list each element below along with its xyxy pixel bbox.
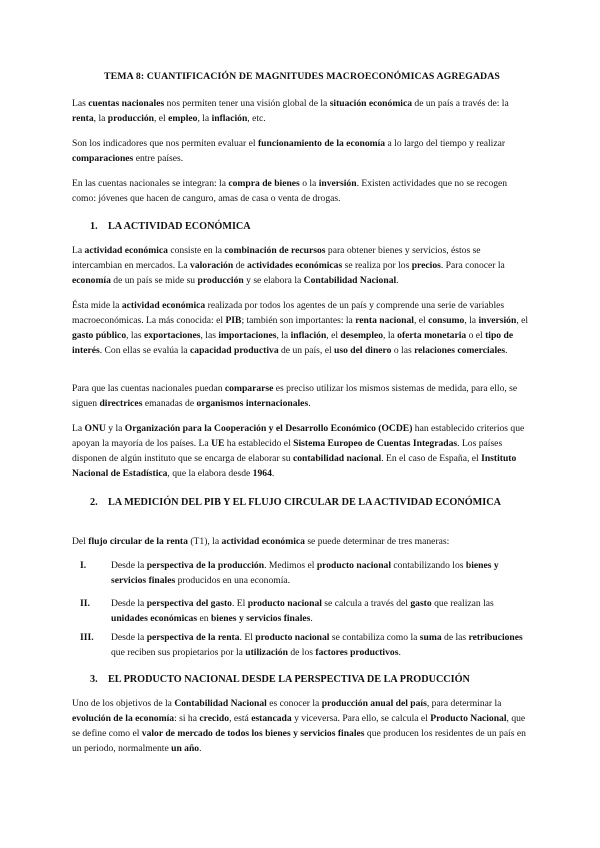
text-run: Ésta mide la — [72, 300, 122, 311]
text-run: : si ha — [174, 713, 200, 724]
bold-term: actividad económica — [221, 536, 305, 547]
text-run: Las — [72, 98, 89, 109]
bold-term: un año — [171, 743, 200, 754]
bold-term: uso del dinero — [334, 345, 392, 356]
text-run: Desde la — [111, 632, 147, 643]
text-run: ha establecido el — [224, 438, 294, 449]
text-run: . El — [231, 598, 248, 609]
bold-term: evolución de la economía — [72, 713, 175, 724]
text-run: de — [233, 260, 248, 271]
bold-term: producción anual del país — [321, 698, 427, 709]
intro-paragraph-1 — [72, 96, 532, 126]
text-run: , el — [413, 315, 429, 326]
bold-term: situación económica — [329, 98, 413, 109]
text-run: y viceversa. Para ello, se calcula el — [291, 713, 431, 724]
bold-term: valoración — [190, 260, 234, 271]
bold-term: inversión — [478, 315, 517, 326]
text-run: , la — [197, 113, 212, 124]
bold-term: inversión — [318, 178, 357, 189]
section-1-title: LA ACTIVIDAD ECONÓMICA — [108, 221, 251, 232]
section-1-paragraph-3 — [72, 381, 532, 411]
bold-term: producto nacional — [247, 598, 322, 609]
bold-term: valor de mercado de todos los bienes y servicios finales — [141, 728, 365, 739]
text-run: se calcula a través del — [321, 598, 411, 609]
list-item-text — [111, 630, 531, 660]
bold-term: combinación de recursos — [224, 245, 326, 256]
bold-term: actividad económica — [121, 300, 206, 311]
bold-term: desempleo — [340, 330, 384, 341]
list-item-numeral: I. — [80, 560, 87, 571]
text-run: . Existen actividades que no se recogen como: jóvenes que hacen de canguro, amas de casa o venta de drogas. — [72, 178, 508, 204]
text-run: , está — [229, 713, 252, 724]
bold-term: actividades económicas — [247, 260, 343, 271]
text-run: Del — [72, 536, 89, 547]
bold-term: Instituto Nacional de Estadística — [72, 453, 517, 479]
text-run: En las cuentas nacionales se integran: la — [72, 178, 229, 189]
text-run: , las — [126, 330, 144, 341]
bold-term: 1964 — [252, 468, 272, 479]
bold-term: capacidad productiva — [190, 345, 279, 356]
bold-term: gasto — [410, 598, 432, 609]
bold-term: inflación — [290, 330, 327, 341]
section-1-paragraph-2 — [72, 298, 532, 358]
bold-term: relaciones comerciales — [414, 345, 506, 356]
text-run: de los — [287, 647, 316, 658]
text-run: , que se define como el — [72, 713, 526, 739]
bold-term: ONU — [84, 423, 106, 434]
text-run: se contabiliza como la — [329, 632, 420, 643]
text-run: , la — [93, 113, 108, 124]
section-1-paragraph-1 — [72, 243, 532, 288]
text-run: en — [197, 613, 211, 624]
text-run: , etc. — [247, 113, 266, 124]
bold-term: producción — [197, 275, 244, 286]
bold-term: directrices — [99, 398, 143, 409]
text-run: consiste en la — [167, 245, 225, 256]
bold-term: importaciones — [218, 330, 277, 341]
bold-term: Organización para la Cooperación y el Desarrollo Económico (OCDE) — [124, 423, 413, 434]
section-2-paragraph-1 — [72, 534, 532, 549]
text-run: . Con ellas se evalúa la — [99, 345, 191, 356]
bold-term: compararse — [224, 383, 274, 394]
intro-paragraph-3 — [72, 176, 532, 206]
bold-term: Sistema Europeo de Cuentas Integradas — [293, 438, 458, 449]
bold-term: bienes y servicios finales — [111, 560, 499, 586]
text-run: que realizan las — [431, 598, 494, 609]
text-run: . — [308, 398, 311, 409]
text-run: , la — [464, 315, 479, 326]
bold-term: crecido — [199, 713, 230, 724]
text-run: producidos en una economía. — [175, 575, 291, 586]
document-title: TEMA 8: CUANTIFICACIÓN DE MAGNITUDES MACROECONÓMICAS AGREGADAS — [104, 71, 500, 82]
text-run: que producen los residentes de un país en un periodo, normalmente — [72, 728, 526, 754]
text-run: de las — [441, 632, 469, 643]
text-run: , que la elabora desde — [167, 468, 253, 479]
text-run: . Medimos el — [264, 560, 317, 571]
bold-term: renta — [72, 113, 94, 124]
text-run: de un país a través de: la — [412, 98, 509, 109]
section-2-heading — [90, 496, 530, 510]
text-run: para obtener bienes y servicios, éstos se intercambian en mercados. La — [72, 245, 481, 271]
section-3-paragraph-1 — [72, 696, 532, 756]
bold-term: organismos internacionales — [196, 398, 309, 409]
text-run: . — [398, 647, 401, 658]
section-3-title: EL PRODUCTO NACIONAL DESDE LA PERSPECTIVA DE LA PRODUCCIÓN — [108, 674, 470, 685]
bold-term: inflación — [211, 113, 248, 124]
bold-term: retribuciones — [468, 632, 523, 643]
text-run: o las — [391, 345, 415, 356]
text-run: de un país se mide su — [110, 275, 198, 286]
list-item-text — [111, 596, 531, 626]
bold-term: Producto Nacional — [430, 713, 507, 724]
text-run: , el — [516, 315, 529, 326]
bold-term: cuentas nacionales — [88, 98, 165, 109]
bold-term: funcionamiento de la economía — [257, 138, 386, 149]
bold-term: contabilidad nacional — [292, 453, 382, 464]
bold-term: tipo de interés — [72, 330, 514, 356]
text-run: , el — [154, 113, 169, 124]
bold-term: comparaciones — [72, 153, 134, 164]
bold-term: flujo circular de la renta — [88, 536, 188, 547]
text-run: , la — [276, 330, 291, 341]
text-run: contabilizando los — [391, 560, 466, 571]
bold-term: renta nacional — [355, 315, 414, 326]
list-item-numeral: II. — [80, 598, 90, 609]
text-run: han establecido criterios que apoyan la mayoría de los países. La — [72, 423, 525, 449]
list-item-text — [111, 558, 531, 588]
text-run: . En el caso de España, el — [381, 453, 482, 464]
bold-term: producto nacional — [255, 632, 330, 643]
text-run: es preciso utilizar los mismos sistemas de medida, para ello, se siguen — [72, 383, 518, 409]
text-run: y se elabora la — [243, 275, 304, 286]
bold-term: economía — [72, 275, 111, 286]
text-run: La — [72, 423, 85, 434]
bold-term: perspectiva del gasto — [146, 598, 232, 609]
text-run: Desde la — [111, 560, 147, 571]
text-run: que reciben sus propietarios por la — [111, 647, 246, 658]
text-run: . — [505, 345, 508, 356]
bold-term: actividad económica — [84, 245, 168, 256]
section-1-paragraph-4 — [72, 421, 532, 481]
text-run: nos permiten tener una visión global de la — [164, 98, 330, 109]
text-run: Desde la — [111, 598, 147, 609]
text-run: . — [310, 613, 313, 624]
text-run: . El — [239, 632, 256, 643]
bold-term: exportaciones — [143, 330, 201, 341]
text-run: Para que las cuentas nacionales puedan — [72, 383, 225, 394]
text-run: de un país, el — [278, 345, 335, 356]
text-run: . Para conocer la — [440, 260, 505, 271]
text-run: . — [271, 468, 275, 479]
text-run: , las — [200, 330, 219, 341]
text-run: , para determinar la — [426, 698, 502, 709]
text-run: La — [72, 245, 85, 256]
bold-term: perspectiva de la renta — [146, 632, 240, 643]
text-run: (T1), la — [187, 536, 222, 547]
text-run: . — [199, 743, 202, 754]
text-run: Son los indicadores que nos permiten evaluar el — [72, 138, 258, 149]
text-run: , el — [326, 330, 341, 341]
bold-term: consumo — [428, 315, 465, 326]
bold-term: bienes y servicios finales — [210, 613, 311, 624]
bold-term: producto nacional — [316, 560, 392, 571]
text-run: Uno de los objetivos de la — [72, 698, 175, 709]
section-3-number: 3. — [90, 674, 98, 685]
bold-term: gasto público — [72, 330, 127, 341]
text-run: se realiza por los — [342, 260, 412, 271]
text-run: a lo largo del tiempo y realizar — [385, 138, 506, 149]
section-2-number: 2. — [90, 497, 98, 508]
text-run: entre países. — [133, 153, 184, 164]
text-run: . — [396, 275, 399, 286]
list-item-numeral: III. — [80, 632, 94, 643]
section-1-number: 1. — [90, 221, 98, 232]
section-3-heading — [90, 673, 530, 687]
text-run: se puede determinar de tres maneras: — [304, 536, 450, 547]
bold-term: utilización — [245, 647, 288, 658]
bold-term: Contabilidad Nacional — [303, 275, 397, 286]
bold-term: perspectiva de la producción — [146, 560, 265, 571]
section-2-title: LA MEDICIÓN DEL PIB Y EL FLUJO CIRCULAR DE LA ACTIVIDAD ECONÓMICA — [108, 497, 501, 508]
text-run: o el — [466, 330, 486, 341]
bold-term: estancada — [251, 713, 292, 724]
bold-term: Contabilidad Nacional — [174, 698, 267, 709]
bold-term: PIB — [225, 315, 242, 326]
section-1-heading — [90, 220, 530, 234]
bold-term: suma — [419, 632, 442, 643]
bold-term: factores productivos — [315, 647, 399, 658]
text-run: emanadas de — [142, 398, 197, 409]
bold-term: oferta monetaria — [397, 330, 467, 341]
text-run: ; también son importantes: la — [241, 315, 356, 326]
intro-paragraph-2 — [72, 136, 532, 166]
bold-term: precios — [411, 260, 441, 271]
bold-term: compra de bienes — [228, 178, 300, 189]
text-run: y la — [105, 423, 125, 434]
text-run: realizada por todos los agentes de un país y comprende una serie de variables macroeconómicas. La más conocida: el — [72, 300, 505, 326]
text-run: o la — [299, 178, 319, 189]
bold-term: unidades económicas — [111, 613, 198, 624]
bold-term: UE — [211, 438, 225, 449]
text-run: , la — [383, 330, 398, 341]
text-run: es conocer la — [266, 698, 322, 709]
bold-term: producción — [107, 113, 154, 124]
text-run: . Los países disponen de algún instituto que se encarga de elaborar su — [72, 438, 503, 464]
bold-term: empleo — [168, 113, 198, 124]
